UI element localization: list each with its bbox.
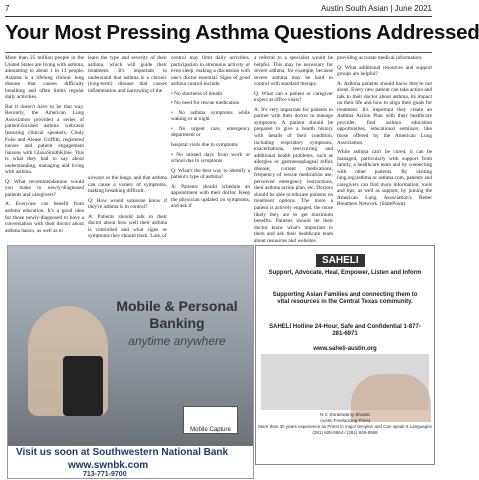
- paragraph: Q: What recommendations would you make to newly-diagnosed patients and caregivers?: [5, 178, 84, 198]
- paragraph: • No missed days from work or school due to symptoms: [171, 151, 250, 165]
- paragraph: a referral to a specialist would be helpful. This may be necessary for severe asthma, for example, because severe asthma may be hard to control with standard therapy.: [254, 55, 333, 88]
- saheli-logo: SAHELI: [316, 254, 365, 267]
- paragraph: While asthma can't be cured, it can be managed, particularly with support from family, a healthcare team and by connecting with other patients. By visiting lung.org/asthma or asthma.com, patients and caregivers can find more information, tools and tips, as well as support, by joining the American Lung Association's Better Breathers Network. (StatePoint): [337, 149, 432, 208]
- paragraph: More than 25 million people in the United States are living with asthma, amounting to about 1 in 13 people. Asthma is a lifelong chronic lung disease that causes difficulty breathing and often limits regular daily activities.: [5, 55, 84, 101]
- sig-name: N.V. Doraiswamy Bhattar: [319, 412, 371, 417]
- article-column-5: [337, 55, 432, 238]
- ad-visit-text: Visit us soon at Southwestern National Bank: [16, 447, 229, 458]
- paragraph: A: It's very important for patients to partner with their doctor to manage symptoms. A patient should be prepared to give a health history with details of their condition, including respiratory symptoms, exacerbations, reoccurring and additional health problems, such as allergies or gastroesophageal reflux disease, current medications, frequency of rescue medication use, perceived emergency instructions, their asthma action plan, etc. Doctors should be able to educate patients on treatment options. The more a patient is actively engaged, the more likely they are to get maximum benefits. Patients should let their doctor know what's important to them and ask their healthcare team about resources and websites: [254, 106, 333, 244]
- ad-headline: Mobile & Personal Banking: [116, 298, 238, 331]
- article-column-3: [171, 55, 250, 238]
- paragraph: A: Asthma patients should know they're not alone. Every new patient can take action and talk to their doctor about asthma, its impact on their life and how to align their goals for treatment. It's important they create an Asthma Action Plan with their healthcare provider, find asthma education opportunities, educational seminars, like those offered by the American Lung Association.: [337, 80, 432, 146]
- paragraph: A: Everyone can benefit from asthma education. It's a good idea for those newly-diagnosed to have a conversation with their doctor about asthma basics, as well as to: [5, 201, 84, 234]
- sig-phone: (281) 608-0864 / (281) 848-8968: [312, 430, 378, 435]
- saheli-line-2: Supporting Asian Families and connecting them to vital resources in the Central Texas community.: [272, 292, 418, 305]
- paragraph: But it doesn't have to be that way. Recently, the American Lung Association provided a series of patient-focused asthma webcasts featuring clinical speakers, Cindy Fuke and Alease Griffith, registered nurses and patient engagement liaisons with GlaxoSmithKline. This is what they had to say about understanding, managing and living with asthma.: [5, 103, 84, 176]
- paragraph: Q: What's the best way to identify a patient's type of asthma?: [171, 167, 250, 181]
- publication-line: Austin South Asian | June 2021: [320, 4, 432, 13]
- article-column-2b: [88, 175, 167, 239]
- saheli-line-1: Support, Advocate, Heal, Empower, Listen and Inform: [268, 270, 422, 276]
- sig-desc: More than 30 years experience as Priest in major temples and Can speak 5 Languages: [258, 424, 432, 429]
- article-column-4: [254, 55, 333, 244]
- divider: [5, 52, 432, 53]
- paragraph: Q: How would someone know if they're asthma is in control?: [88, 197, 167, 211]
- ad-tagline: anytime anywhere: [128, 334, 226, 348]
- priest-ad: [256, 412, 434, 436]
- bullet-item: • No need for rescue medication: [171, 100, 240, 107]
- bank-advertisement[interactable]: [7, 245, 254, 479]
- article-column-2: [88, 55, 167, 115]
- saheli-website[interactable]: www.saheli-austin.org: [313, 346, 377, 352]
- saheli-hotline: SAHELI Hotline 24-Hour, Safe and Confidential 1-877-281-6971: [269, 324, 421, 337]
- paragraph: A: Patients should talk to their doctor about how well their asthma is controlled and what signs or symptoms they should track. Lack of: [88, 213, 167, 240]
- article-column-1: [5, 55, 84, 237]
- bullet-item: • No urgent care, emergency department or: [171, 125, 250, 139]
- paragraph: control may limit daily activities, participation in strenuous activity or even sleep, making a discussion with one's doctor essential. Signs of good asthma control include:: [171, 55, 250, 88]
- ad-phone: 713-771-9700: [83, 471, 127, 478]
- paragraph: learn the type and severity of their asthma, which will guide their treatment. It's important to understand that asthma is a chronic (long-term) disease that causes inflammation and narrowing of the: [88, 55, 167, 94]
- bullet-item: • No asthma symptoms while waking or at night: [171, 109, 250, 123]
- page-header: [5, 2, 432, 17]
- saheli-advertisement[interactable]: [255, 245, 435, 465]
- page-number: 7: [5, 4, 10, 13]
- ad-website[interactable]: www.swnbk.com: [68, 460, 149, 471]
- paragraph: A: Patients should schedule an appointment with their doctor. Keep the physician updated on symptoms, and ask if: [171, 183, 250, 210]
- paragraph: Q: What can a patient or caregiver expect at office visits?: [254, 90, 333, 104]
- paragraph: Q: What additional resources and support groups are helpful?: [337, 64, 432, 78]
- mobile-capture-label: Mobile Capture: [183, 406, 238, 434]
- article-title: Your Most Pressing Asthma Questions Addressed: [5, 17, 432, 49]
- paragraph: providing accurate medical information.: [337, 55, 423, 61]
- paragraph: airways or the lungs, and that asthma can cause a variety of symptoms, making breathing difficult.: [88, 175, 167, 195]
- photo-panel: [261, 354, 429, 410]
- bullet-item: • No shortness of breath: [171, 90, 222, 97]
- sig-title: Austin Freelancing Priest: [319, 418, 371, 423]
- phone-icon: [63, 356, 103, 416]
- paragraph: hospital visits due to symptoms: [171, 142, 238, 149]
